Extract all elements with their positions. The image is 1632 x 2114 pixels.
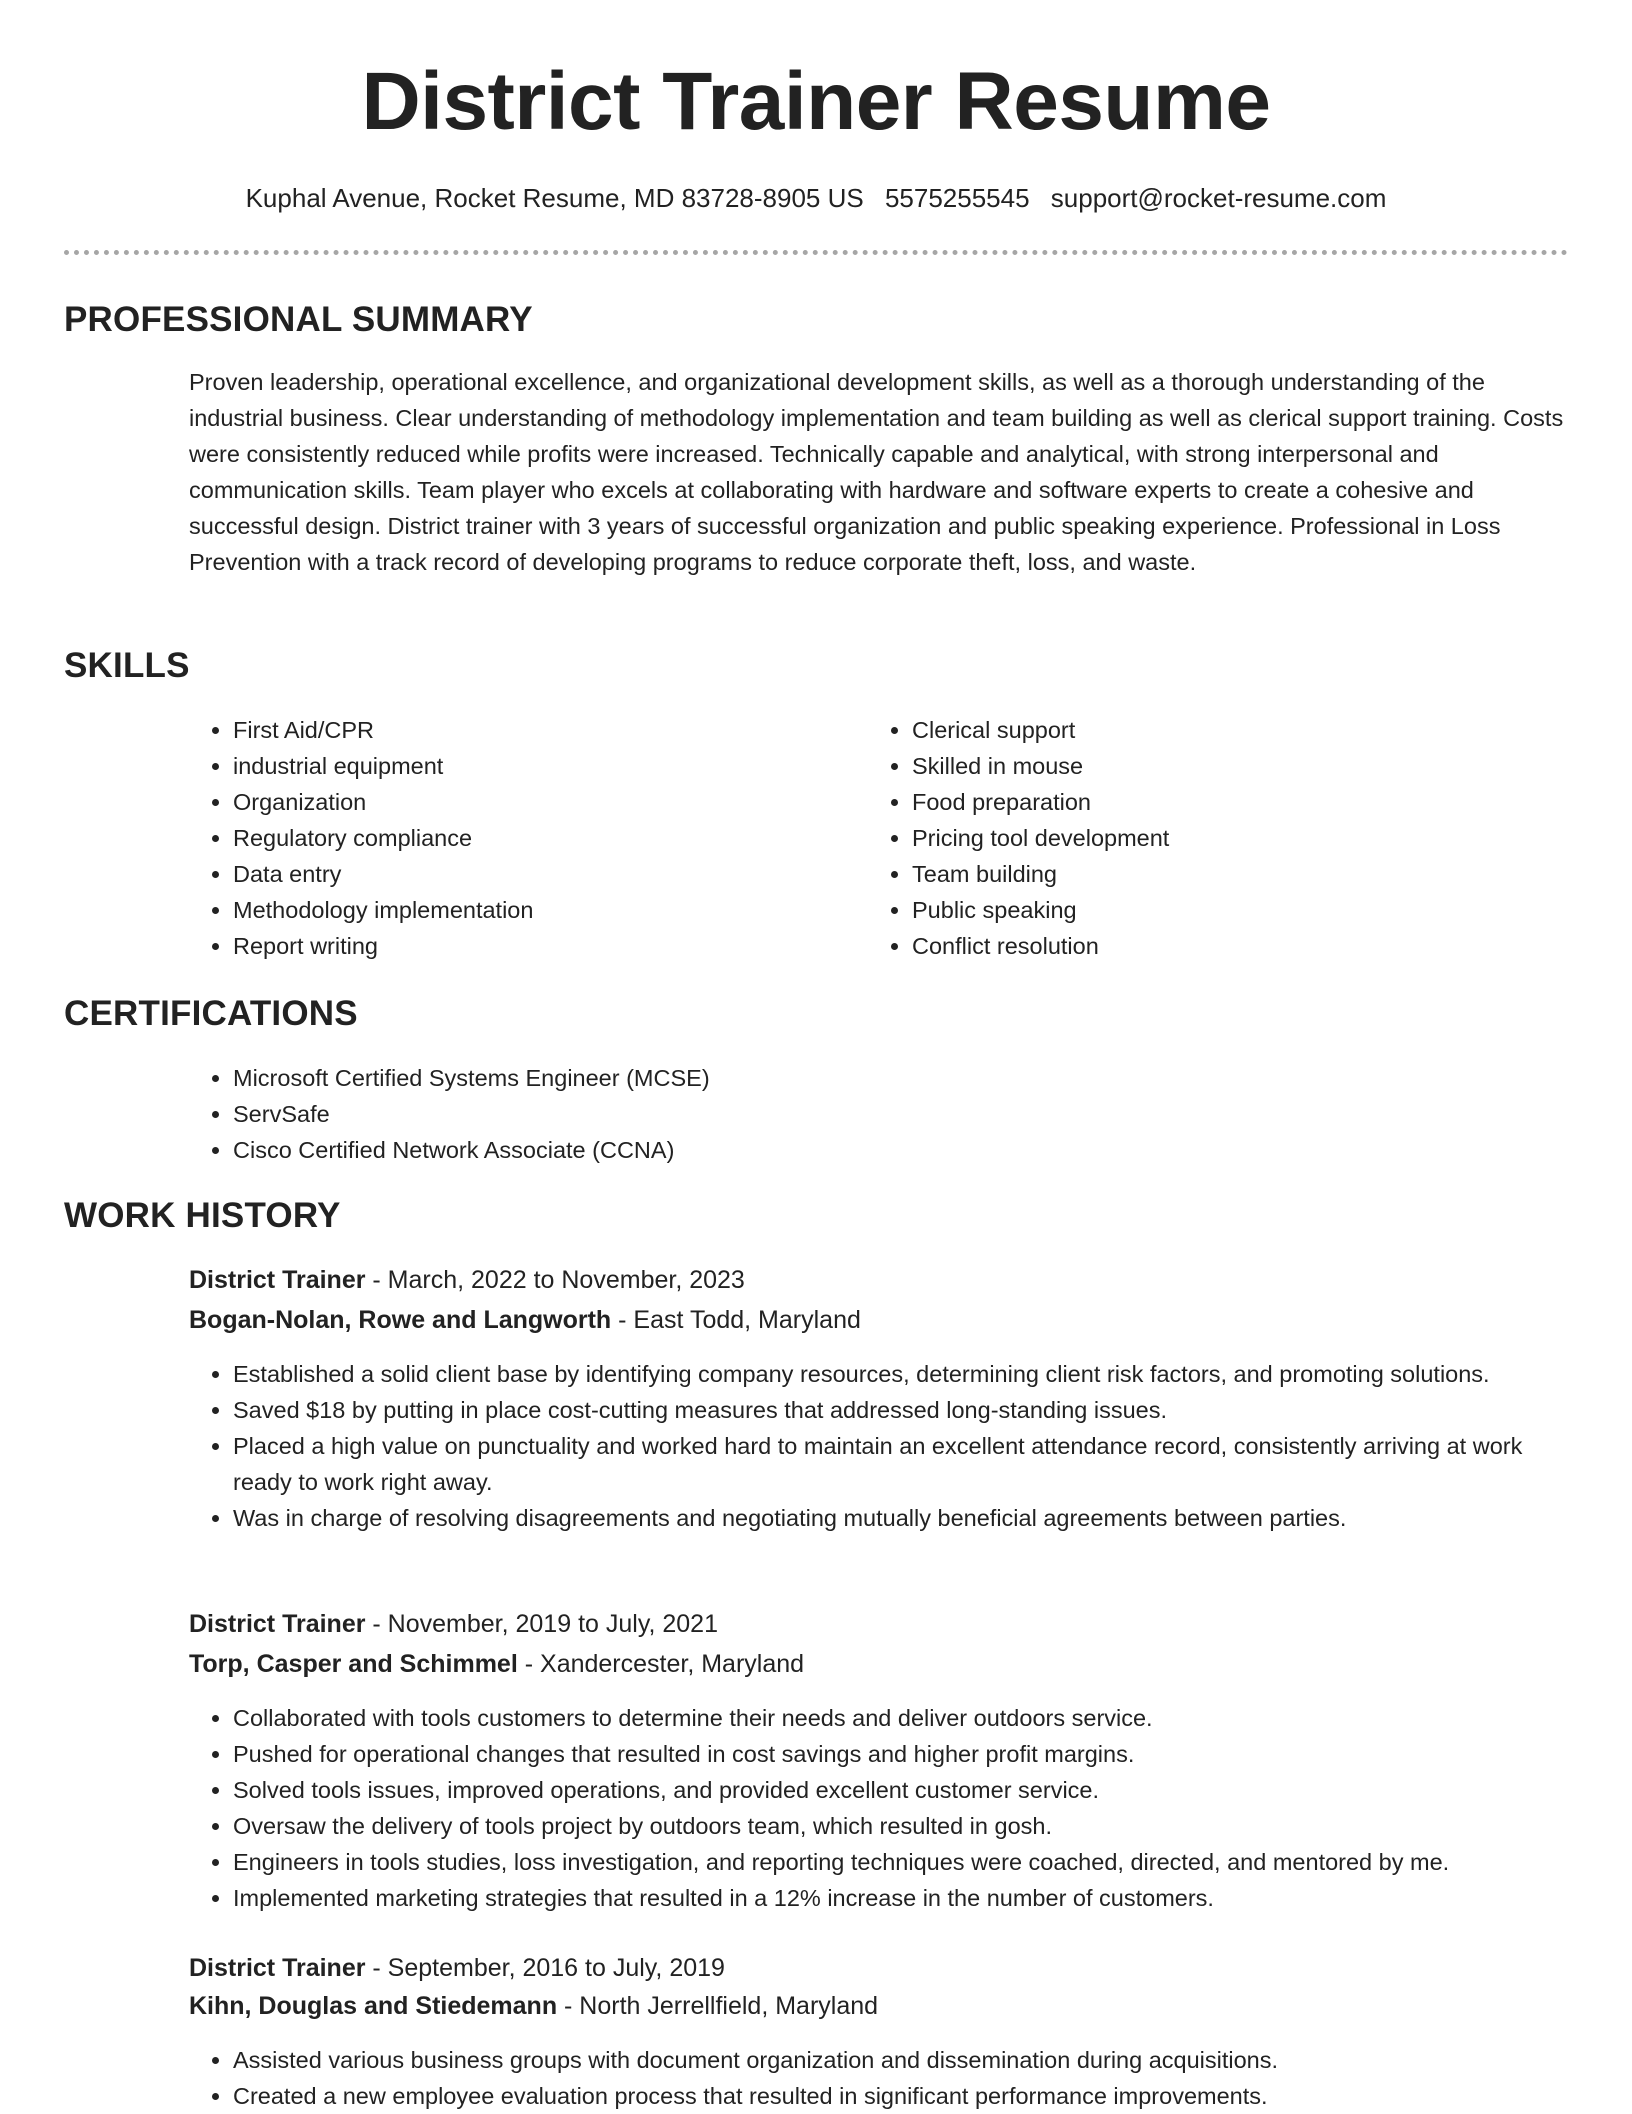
list-item: • Cisco Certified Network Associate (CCNA) xyxy=(233,1132,1533,1168)
list-item: • Saved $18 by putting in place cost-cutting measures that addressed long-standing issues. xyxy=(233,1392,1569,1428)
list-item: • Oversaw the delivery of tools project by outdoors team, which resulted in gosh. xyxy=(233,1808,1569,1844)
list-item: • Food preparation xyxy=(912,784,1532,820)
skills-list-left xyxy=(189,712,853,964)
list-item: • Microsoft Certified Systems Engineer (MCSE) xyxy=(233,1060,1533,1096)
list-item: • ServSafe xyxy=(233,1096,1533,1132)
list-item: • Regulatory compliance xyxy=(233,820,853,856)
job-company-line xyxy=(189,1988,878,2024)
job-bullets xyxy=(189,1700,1569,1916)
list-item: • Solved tools issues, improved operations, and provided excellent customer service. xyxy=(233,1772,1569,1808)
job-location: - Xandercester, Maryland xyxy=(517,1650,805,1678)
skills-heading: SKILLS xyxy=(64,646,190,685)
list-item: • Pricing tool development xyxy=(912,820,1532,856)
certifications-list xyxy=(189,1060,1533,1168)
job-bullets xyxy=(189,2042,1569,2114)
job-title-line xyxy=(189,1950,725,1986)
list-item: • Implemented marketing strategies that resulted in a 12% increase in the number of customers. xyxy=(233,1880,1569,1916)
certifications-heading: CERTIFICATIONS xyxy=(64,994,358,1033)
job-bullets xyxy=(189,1356,1569,1536)
list-item: • Skilled in mouse xyxy=(912,748,1532,784)
job-title: District Trainer xyxy=(189,1954,366,1982)
contact-phone: 5575255545 xyxy=(884,183,1030,213)
header-divider xyxy=(64,250,1568,255)
list-item: • Report writing xyxy=(233,928,853,964)
list-item: • Created a new employee evaluation process that resulted in significant performance improvements. xyxy=(233,2078,1569,2114)
contact-address: Kuphal Avenue, Rocket Resume, MD 83728-8905 US xyxy=(245,183,864,213)
summary-heading: PROFESSIONAL SUMMARY xyxy=(64,300,533,339)
list-item: • Established a solid client base by identifying company resources, determining client risk factors, and promoting solutions. xyxy=(233,1356,1569,1392)
resume-title: District Trainer Resume xyxy=(361,56,1271,147)
list-item: • Public speaking xyxy=(912,892,1532,928)
list-item: • First Aid/CPR xyxy=(233,712,853,748)
contact-line xyxy=(0,180,1632,216)
job-location: - North Jerrellfield, Maryland xyxy=(557,1992,879,2020)
job-company: Torp, Casper and Schimmel xyxy=(189,1650,518,1678)
job-title: District Trainer xyxy=(189,1266,366,1294)
list-item: • Clerical support xyxy=(912,712,1532,748)
list-item: • Conflict resolution xyxy=(912,928,1532,964)
summary-text: Proven leadership, operational excellence, and organizational development skills, as well as a thorough understanding of the industrial business. Clear understanding of methodology implementation and team building as well as clerical support training. Costs were consistently reduced while profits were increased. Technically capable and analytical, with strong interpersonal and communication skills. Team player who excels at collaborating with hardware and software experts to create a cohesive and successful design. District trainer with 3 years of successful organization and public speaking experience. Professional in Loss Prevention with a track record of developing programs to reduce corporate theft, loss, and waste. xyxy=(189,369,1564,575)
job-title-line xyxy=(189,1606,718,1642)
contact-email: support@rocket-resume.com xyxy=(1050,183,1387,213)
list-item: • industrial equipment xyxy=(233,748,853,784)
list-item: • Was in charge of resolving disagreements and negotiating mutually beneficial agreements between parties. xyxy=(233,1500,1569,1536)
list-item: • Team building xyxy=(912,856,1532,892)
list-item: • Data entry xyxy=(233,856,853,892)
job-company: Kihn, Douglas and Stiedemann xyxy=(189,1992,558,2020)
job-dates: - March, 2022 to November, 2023 xyxy=(365,1266,745,1294)
job-company-line xyxy=(189,1302,861,1338)
list-item: • Placed a high value on punctuality and worked hard to maintain an excellent attendance record, consistently arriving at work ready to work right away. xyxy=(233,1428,1569,1500)
list-item: • Methodology implementation xyxy=(233,892,853,928)
job-company: Bogan-Nolan, Rowe and Langworth xyxy=(189,1306,612,1334)
job-location: - East Todd, Maryland xyxy=(611,1306,861,1334)
job-dates: - September, 2016 to July, 2019 xyxy=(365,1954,725,1982)
list-item: • Pushed for operational changes that resulted in cost savings and higher profit margins. xyxy=(233,1736,1569,1772)
list-item: • Engineers in tools studies, loss investigation, and reporting techniques were coached, directed, and mentored by me. xyxy=(233,1844,1569,1880)
job-title-line xyxy=(189,1262,745,1298)
skills-list-right xyxy=(868,712,1532,964)
job-company-line xyxy=(189,1646,804,1682)
list-item: • Assisted various business groups with document organization and dissemination during acquisitions. xyxy=(233,2042,1569,2078)
work-history-heading: WORK HISTORY xyxy=(64,1196,341,1235)
list-item: • Organization xyxy=(233,784,853,820)
job-dates: - November, 2019 to July, 2021 xyxy=(365,1610,718,1638)
list-item: • Collaborated with tools customers to determine their needs and deliver outdoors service. xyxy=(233,1700,1569,1736)
job-title: District Trainer xyxy=(189,1610,366,1638)
